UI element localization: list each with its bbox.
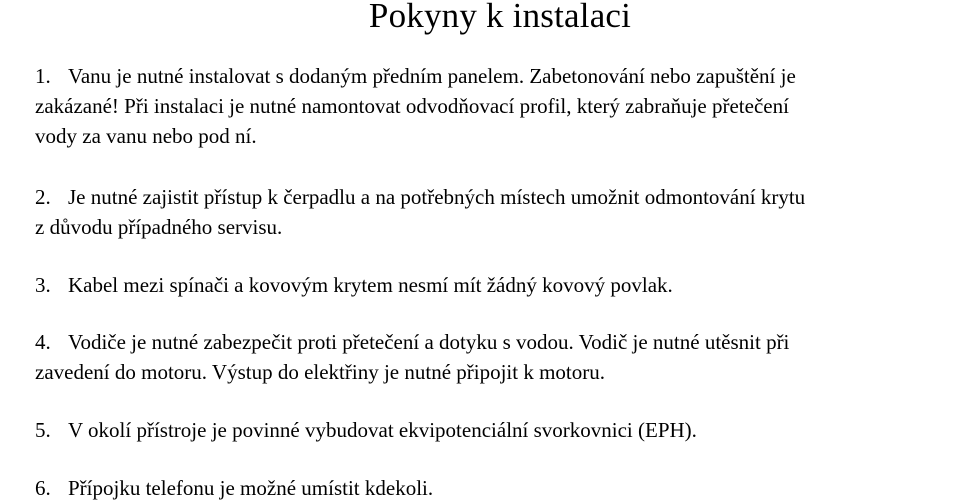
instruction-4-line-1 (35, 327, 960, 357)
instruction-1-line-3: vody za vanu nebo pod ní. (35, 124, 257, 148)
instruction-text: Vodiče je nutné zabezpečit proti přetečení a dotyku s vodou. Vodič je nutné utěsnit při (68, 330, 790, 354)
instruction-6-line-1 (35, 473, 960, 503)
instruction-number: 4. (35, 330, 51, 354)
instruction-text: Je nutné zajistit přístup k čerpadlu a na potřebných místech umožnit odmontování krytu (68, 185, 806, 209)
instruction-item-3 (35, 270, 960, 300)
instruction-3-line-1 (35, 270, 960, 300)
instruction-text: Vanu je nutné instalovat s dodaným předním panelem. Zabetonování nebo zapuštění je (68, 64, 796, 88)
instruction-text: Přípojku telefonu je možné umístit kdekoli. (68, 476, 434, 500)
instruction-text: V okolí přístroje je povinné vybudovat ekvipotenciální svorkovnici (EPH). (68, 418, 697, 442)
instruction-1-line-1 (35, 61, 960, 91)
instruction-number: 3. (35, 273, 51, 297)
instruction-item-2 (35, 182, 960, 242)
instruction-item-6 (35, 473, 960, 503)
instruction-item-4 (35, 327, 960, 387)
instruction-5-line-1 (35, 415, 960, 445)
instruction-2-line-2: z důvodu případného servisu. (35, 215, 283, 239)
instruction-number: 5. (35, 418, 51, 442)
page-title: Pokyny k instalaci (368, 0, 632, 35)
instruction-1-line-2: zakázané! Při instalaci je nutné namontovat odvodňovací profil, který zabraňuje přetečení (35, 94, 789, 118)
instruction-2-line-1 (35, 182, 960, 212)
instruction-text: Kabel mezi spínači a kovovým krytem nesmí mít žádný kovový povlak. (68, 273, 673, 297)
instruction-item-1 (35, 61, 960, 151)
instruction-number: 1. (35, 64, 51, 88)
instruction-number: 6. (35, 476, 51, 500)
instruction-number: 2. (35, 185, 51, 209)
instruction-4-line-2: zavedení do motoru. Výstup do elektřiny je nutné připojit k motoru. (35, 360, 606, 384)
instruction-item-5 (35, 415, 960, 445)
